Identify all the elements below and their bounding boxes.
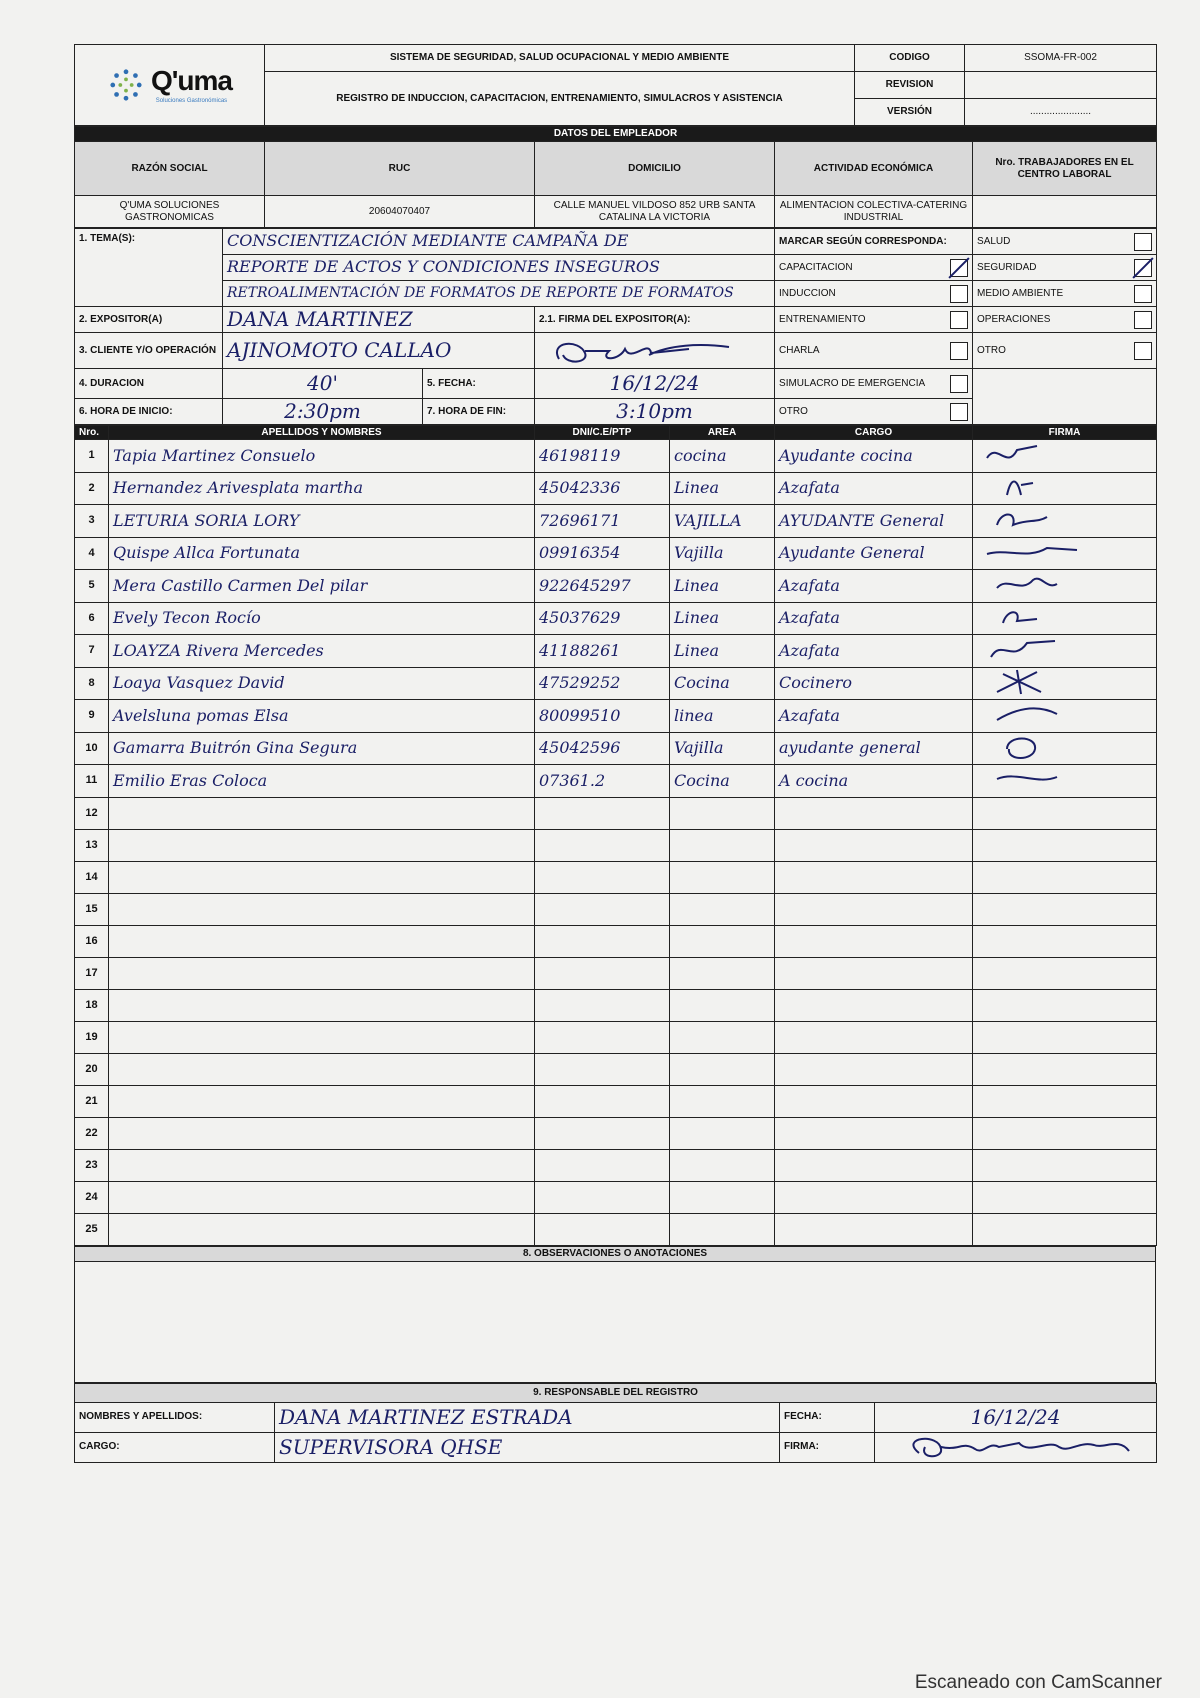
- row-dni: [535, 797, 670, 829]
- fecha-label: 5. FECHA:: [423, 369, 535, 399]
- row-dni: [535, 957, 670, 989]
- row-name: LOAYZA Rivera Mercedes: [109, 635, 535, 668]
- row-number: 6: [75, 602, 109, 635]
- actividad-value: ALIMENTACION COLECTIVA-CATERING INDUSTRIAL: [775, 196, 973, 228]
- row-dni: [535, 1053, 670, 1085]
- domicilio-label: DOMICILIO: [535, 142, 775, 196]
- row-cargo: [775, 1181, 973, 1213]
- type-capacitacion-label: CAPACITACION: [779, 261, 853, 273]
- row-name: [109, 957, 535, 989]
- table-row: [75, 1213, 1157, 1245]
- row-dni: 80099510: [535, 700, 670, 733]
- row-signature: [973, 1053, 1157, 1085]
- row-cargo: Ayudante cocina: [775, 440, 973, 473]
- row-area: [670, 957, 775, 989]
- row-dni: [535, 1213, 670, 1245]
- row-signature: [973, 989, 1157, 1021]
- row-name: Emilio Eras Coloca: [109, 765, 535, 798]
- row-name: LETURIA SORIA LORY: [109, 505, 535, 538]
- row-signature: [973, 861, 1157, 893]
- row-name: [109, 989, 535, 1021]
- signature-icon: [977, 440, 1097, 468]
- version-value: ......................: [965, 99, 1157, 126]
- row-number: 5: [75, 570, 109, 603]
- table-row: [75, 1181, 1157, 1213]
- type-induccion-checkbox[interactable]: [950, 285, 968, 303]
- codigo-label: CODIGO: [855, 45, 965, 72]
- employer-section: [74, 126, 1157, 228]
- row-number: 3: [75, 505, 109, 538]
- type-charla[interactable]: [775, 333, 973, 369]
- row-number: 2: [75, 472, 109, 505]
- row-cargo: [775, 1021, 973, 1053]
- cliente-value: AJINOMOTO CALLAO: [223, 333, 535, 369]
- table-row: [75, 440, 1157, 473]
- row-signature: [973, 472, 1157, 505]
- row-number: 14: [75, 861, 109, 893]
- row-signature: [973, 1021, 1157, 1053]
- type-simulacro-checkbox[interactable]: [950, 375, 968, 393]
- version-label: VERSIÓN: [855, 99, 965, 126]
- signature-icon: [977, 733, 1097, 761]
- row-area: [670, 925, 775, 957]
- row-area: [670, 1117, 775, 1149]
- row-dni: 45042596: [535, 732, 670, 765]
- area-otro-checkbox[interactable]: [1134, 342, 1152, 360]
- row-name: Hernandez Arivesplata martha: [109, 472, 535, 505]
- table-row: [75, 989, 1157, 1021]
- row-signature: [973, 440, 1157, 473]
- row-area: [670, 1149, 775, 1181]
- row-number: 12: [75, 797, 109, 829]
- type-simulacro-label: SIMULACRO DE EMERGENCIA: [779, 377, 926, 389]
- table-row: [75, 667, 1157, 700]
- area-medio-ambiente[interactable]: [973, 281, 1157, 307]
- row-area: [670, 1021, 775, 1053]
- marcar-label: MARCAR SEGÚN CORRESPONDA:: [775, 229, 973, 255]
- signature-icon: [977, 635, 1097, 663]
- table-row: [75, 602, 1157, 635]
- row-dni: 09916354: [535, 537, 670, 570]
- row-cargo: [775, 1149, 973, 1181]
- row-area: Linea: [670, 472, 775, 505]
- hora-inicio-value: 2:30pm: [223, 399, 423, 425]
- row-dni: 45037629: [535, 602, 670, 635]
- row-signature: [973, 893, 1157, 925]
- area-otro-label: OTRO: [977, 344, 1006, 356]
- row-cargo: [775, 957, 973, 989]
- type-otro-label: OTRO: [779, 405, 808, 417]
- ruc-value: 20604070407: [265, 196, 535, 228]
- table-row: [75, 1149, 1157, 1181]
- signature-icon: [977, 505, 1097, 533]
- row-signature: [973, 957, 1157, 989]
- row-number: 15: [75, 893, 109, 925]
- quma-logo-icon: [107, 68, 145, 102]
- cliente-label: 3. CLIENTE Y/O OPERACIÓN: [75, 333, 223, 369]
- row-name: [109, 1181, 535, 1213]
- row-signature: [973, 1149, 1157, 1181]
- row-area: cocina: [670, 440, 775, 473]
- signature-icon: [977, 700, 1097, 728]
- row-dni: [535, 1085, 670, 1117]
- area-salud-checkbox[interactable]: [1134, 233, 1152, 251]
- registro-form: [74, 44, 1156, 1463]
- signature-icon: [977, 473, 1097, 501]
- row-signature: [973, 797, 1157, 829]
- company-logo: [75, 45, 265, 126]
- row-cargo: [775, 1085, 973, 1117]
- area-seguridad[interactable]: [973, 255, 1157, 281]
- type-charla-label: CHARLA: [779, 344, 820, 356]
- table-row: [75, 765, 1157, 798]
- observations-text[interactable]: [75, 1261, 1156, 1382]
- row-dni: [535, 1149, 670, 1181]
- row-name: [109, 1021, 535, 1053]
- row-area: Cocina: [670, 667, 775, 700]
- row-cargo: A cocina: [775, 765, 973, 798]
- row-cargo: Azafata: [775, 635, 973, 668]
- responsible-nombres-label: NOMBRES Y APELLIDOS:: [75, 1402, 275, 1432]
- row-area: Vajilla: [670, 732, 775, 765]
- row-cargo: [775, 1117, 973, 1149]
- domicilio-value: CALLE MANUEL VILDOSO 852 URB SANTA CATALINA LA VICTORIA: [535, 196, 775, 228]
- row-area: [670, 829, 775, 861]
- row-dni: [535, 989, 670, 1021]
- col-area: AREA: [670, 426, 775, 440]
- row-name: [109, 1053, 535, 1085]
- form-header: [74, 44, 1157, 126]
- row-name: [109, 893, 535, 925]
- row-name: [109, 829, 535, 861]
- row-dni: [535, 925, 670, 957]
- expositor-signature: [535, 333, 775, 369]
- type-charla-checkbox[interactable]: [950, 342, 968, 360]
- row-cargo: Azafata: [775, 700, 973, 733]
- col-nombres: APELLIDOS Y NOMBRES: [109, 426, 535, 440]
- col-cargo: CARGO: [775, 426, 973, 440]
- expositor-label: 2. EXPOSITOR(A): [75, 307, 223, 333]
- row-number: 23: [75, 1149, 109, 1181]
- attendance-header: [75, 426, 1157, 440]
- row-cargo: [775, 797, 973, 829]
- row-signature: [973, 1213, 1157, 1245]
- camscanner-watermark: Escaneado con CamScanner: [914, 1672, 1162, 1693]
- row-name: [109, 925, 535, 957]
- row-dni: [535, 861, 670, 893]
- row-name: [109, 861, 535, 893]
- row-name: Mera Castillo Carmen Del pilar: [109, 570, 535, 603]
- row-cargo: Azafata: [775, 570, 973, 603]
- table-row: [75, 635, 1157, 668]
- tema-line-3: RETROALIMENTACIÓN DE FORMATOS DE REPORTE DE FORMATOS: [223, 281, 775, 307]
- signature-icon: [977, 668, 1097, 696]
- hora-fin-value: 3:10pm: [535, 399, 775, 425]
- row-area: [670, 1085, 775, 1117]
- razon-social-label: RAZÓN SOCIAL: [75, 142, 265, 196]
- row-signature: [973, 537, 1157, 570]
- table-row: [75, 537, 1157, 570]
- revision-value: [965, 72, 1157, 99]
- row-area: [670, 989, 775, 1021]
- area-blank-cell: [973, 369, 1157, 425]
- row-cargo: Azafata: [775, 472, 973, 505]
- hora-inicio-label: 6. HORA DE INICIO:: [75, 399, 223, 425]
- row-name: [109, 1149, 535, 1181]
- table-row: [75, 1085, 1157, 1117]
- row-area: linea: [670, 700, 775, 733]
- row-area: Linea: [670, 570, 775, 603]
- col-nro: Nro.: [75, 426, 109, 440]
- row-cargo: [775, 829, 973, 861]
- row-dni: [535, 1021, 670, 1053]
- row-number: 17: [75, 957, 109, 989]
- codigo-value: SSOMA-FR-002: [965, 45, 1157, 72]
- responsible-title: 9. RESPONSABLE DEL REGISTRO: [75, 1383, 1157, 1402]
- responsible-signature: [875, 1432, 1157, 1462]
- logo-text: Q'uma: [150, 65, 232, 97]
- row-signature: [973, 765, 1157, 798]
- row-signature: [973, 1085, 1157, 1117]
- table-row: [75, 1021, 1157, 1053]
- row-cargo: AYUDANTE General: [775, 505, 973, 538]
- row-dni: [535, 1181, 670, 1213]
- table-row: [75, 505, 1157, 538]
- row-number: 18: [75, 989, 109, 1021]
- row-name: [109, 797, 535, 829]
- row-name: Tapia Martinez Consuelo: [109, 440, 535, 473]
- signature-icon: [977, 603, 1097, 631]
- row-cargo: [775, 1213, 973, 1245]
- area-otro[interactable]: [973, 333, 1157, 369]
- row-dni: 47529252: [535, 667, 670, 700]
- type-induccion[interactable]: [775, 281, 973, 307]
- row-cargo: [775, 893, 973, 925]
- row-name: Loaya Vasquez David: [109, 667, 535, 700]
- table-row: [75, 1117, 1157, 1149]
- row-number: 19: [75, 1021, 109, 1053]
- table-row: [75, 570, 1157, 603]
- area-operaciones-checkbox[interactable]: [1134, 311, 1152, 329]
- responsible-cargo-value: SUPERVISORA QHSE: [275, 1432, 780, 1462]
- row-signature: [973, 667, 1157, 700]
- row-number: 9: [75, 700, 109, 733]
- table-row: [75, 700, 1157, 733]
- table-row: [75, 861, 1157, 893]
- ruc-label: RUC: [265, 142, 535, 196]
- row-cargo: ayudante general: [775, 732, 973, 765]
- area-seguridad-label: SEGURIDAD: [977, 261, 1037, 273]
- row-number: 8: [75, 667, 109, 700]
- row-dni: 41188261: [535, 635, 670, 668]
- row-area: [670, 1213, 775, 1245]
- area-salud[interactable]: [973, 229, 1157, 255]
- type-entrenamiento-checkbox[interactable]: [950, 311, 968, 329]
- row-area: Linea: [670, 602, 775, 635]
- row-dni: 922645297: [535, 570, 670, 603]
- row-number: 10: [75, 732, 109, 765]
- row-number: 1: [75, 440, 109, 473]
- employer-section-title: DATOS DEL EMPLEADOR: [75, 127, 1157, 142]
- area-salud-label: SALUD: [977, 235, 1011, 247]
- row-name: Evely Tecon Rocío: [109, 602, 535, 635]
- row-signature: [973, 505, 1157, 538]
- row-cargo: Cocinero: [775, 667, 973, 700]
- table-row: [75, 797, 1157, 829]
- row-dni: [535, 829, 670, 861]
- tema-line-1: CONSCIENTIZACIÓN MEDIANTE CAMPAÑA DE: [223, 229, 775, 255]
- logo-subtext: Soluciones Gastronómicas: [155, 97, 228, 104]
- row-signature: [973, 925, 1157, 957]
- row-cargo: [775, 925, 973, 957]
- area-medio-ambiente-label: MEDIO AMBIENTE: [977, 287, 1064, 299]
- row-area: [670, 1053, 775, 1085]
- observations-title: 8. OBSERVACIONES O ANOTACIONES: [75, 1246, 1156, 1261]
- row-signature: [973, 700, 1157, 733]
- table-row: [75, 957, 1157, 989]
- row-dni: 46198119: [535, 440, 670, 473]
- responsible-fecha-label: FECHA:: [780, 1402, 875, 1432]
- row-area: [670, 893, 775, 925]
- row-dni: 45042336: [535, 472, 670, 505]
- row-number: 7: [75, 635, 109, 668]
- actividad-label: ACTIVIDAD ECONÓMICA: [775, 142, 973, 196]
- responsible-nombres-value: DANA MARTINEZ ESTRADA: [275, 1402, 780, 1432]
- row-dni: [535, 1117, 670, 1149]
- row-signature: [973, 1181, 1157, 1213]
- table-row: [75, 893, 1157, 925]
- trabajadores-label: Nro. TRABAJADORES EN EL CENTRO LABORAL: [973, 142, 1157, 196]
- responsible-fecha-value: 16/12/24: [875, 1402, 1157, 1432]
- row-area: Vajilla: [670, 537, 775, 570]
- row-name: [109, 1085, 535, 1117]
- duracion-value: 40': [223, 369, 423, 399]
- type-capacitacion[interactable]: [775, 255, 973, 281]
- row-number: 21: [75, 1085, 109, 1117]
- row-signature: [973, 732, 1157, 765]
- expositor-value: DANA MARTINEZ: [223, 307, 535, 333]
- row-number: 24: [75, 1181, 109, 1213]
- duracion-label: 4. DURACION: [75, 369, 223, 399]
- type-induccion-label: INDUCCION: [779, 287, 836, 299]
- table-row: [75, 925, 1157, 957]
- type-capacitacion-checkbox[interactable]: [950, 259, 968, 277]
- row-signature: [973, 602, 1157, 635]
- row-cargo: [775, 861, 973, 893]
- responsible-firma-label: FIRMA:: [780, 1432, 875, 1462]
- row-dni: [535, 893, 670, 925]
- area-operaciones[interactable]: [973, 307, 1157, 333]
- row-area: [670, 861, 775, 893]
- row-area: [670, 797, 775, 829]
- row-number: 22: [75, 1117, 109, 1149]
- firma-expositor-label: 2.1. FIRMA DEL EXPOSITOR(A):: [535, 307, 775, 333]
- col-firma: FIRMA: [973, 426, 1157, 440]
- table-row: [75, 732, 1157, 765]
- area-seguridad-checkbox[interactable]: [1134, 259, 1152, 277]
- row-area: VAJILLA: [670, 505, 775, 538]
- system-title: SISTEMA DE SEGURIDAD, SALUD OCUPACIONAL Y MEDIO AMBIENTE: [265, 45, 855, 72]
- type-otro[interactable]: [775, 399, 973, 425]
- signature-icon: [977, 765, 1097, 793]
- area-medio-ambiente-checkbox[interactable]: [1134, 285, 1152, 303]
- row-name: [109, 1117, 535, 1149]
- row-name: Avelsluna pomas Elsa: [109, 700, 535, 733]
- trabajadores-value: [973, 196, 1157, 228]
- table-row: [75, 829, 1157, 861]
- row-number: 4: [75, 537, 109, 570]
- row-name: Quispe Allca Fortunata: [109, 537, 535, 570]
- row-number: 16: [75, 925, 109, 957]
- type-otro-checkbox[interactable]: [950, 403, 968, 421]
- row-area: [670, 1181, 775, 1213]
- type-entrenamiento-label: ENTRENAMIENTO: [779, 313, 866, 325]
- revision-label: REVISION: [855, 72, 965, 99]
- responsible-section: [74, 1383, 1157, 1463]
- type-simulacro[interactable]: [775, 369, 973, 399]
- tema-label: 1. TEMA(S):: [75, 229, 223, 307]
- row-signature: [973, 829, 1157, 861]
- table-row: [75, 472, 1157, 505]
- razon-social-value: Q'UMA SOLUCIONES GASTRONOMICAS: [75, 196, 265, 228]
- attendance-table: [74, 425, 1157, 1246]
- type-entrenamiento[interactable]: [775, 307, 973, 333]
- row-area: Cocina: [670, 765, 775, 798]
- tema-line-2: REPORTE DE ACTOS Y CONDICIONES INSEGUROS: [223, 255, 775, 281]
- row-cargo: Ayudante General: [775, 537, 973, 570]
- responsible-signature-icon: [879, 1433, 1149, 1461]
- row-cargo: [775, 1053, 973, 1085]
- row-dni: 72696171: [535, 505, 670, 538]
- row-dni: 07361.2: [535, 765, 670, 798]
- row-number: 20: [75, 1053, 109, 1085]
- row-name: [109, 1213, 535, 1245]
- table-row: [75, 1053, 1157, 1085]
- row-area: Linea: [670, 635, 775, 668]
- row-name: Gamarra Buitrón Gina Segura: [109, 732, 535, 765]
- row-cargo: Azafata: [775, 602, 973, 635]
- col-dni: DNI/C.E/PTP: [535, 426, 670, 440]
- form-title: REGISTRO DE INDUCCION, CAPACITACION, ENTRENAMIENTO, SIMULACROS Y ASISTENCIA: [265, 72, 855, 126]
- row-number: 11: [75, 765, 109, 798]
- responsible-cargo-label: CARGO:: [75, 1432, 275, 1462]
- row-number: 13: [75, 829, 109, 861]
- area-operaciones-label: OPERACIONES: [977, 313, 1051, 325]
- signature-icon: [977, 570, 1097, 598]
- row-signature: [973, 570, 1157, 603]
- fecha-value: 16/12/24: [535, 369, 775, 399]
- row-number: 25: [75, 1213, 109, 1245]
- row-cargo: [775, 989, 973, 1021]
- row-signature: [973, 635, 1157, 668]
- observations-section: [74, 1246, 1156, 1383]
- attendance-rows: [75, 440, 1157, 1246]
- expositor-signature-icon: [539, 335, 759, 367]
- row-signature: [973, 1117, 1157, 1149]
- event-section: [74, 228, 1157, 425]
- hora-fin-label: 7. HORA DE FIN:: [423, 399, 535, 425]
- signature-icon: [977, 538, 1097, 566]
